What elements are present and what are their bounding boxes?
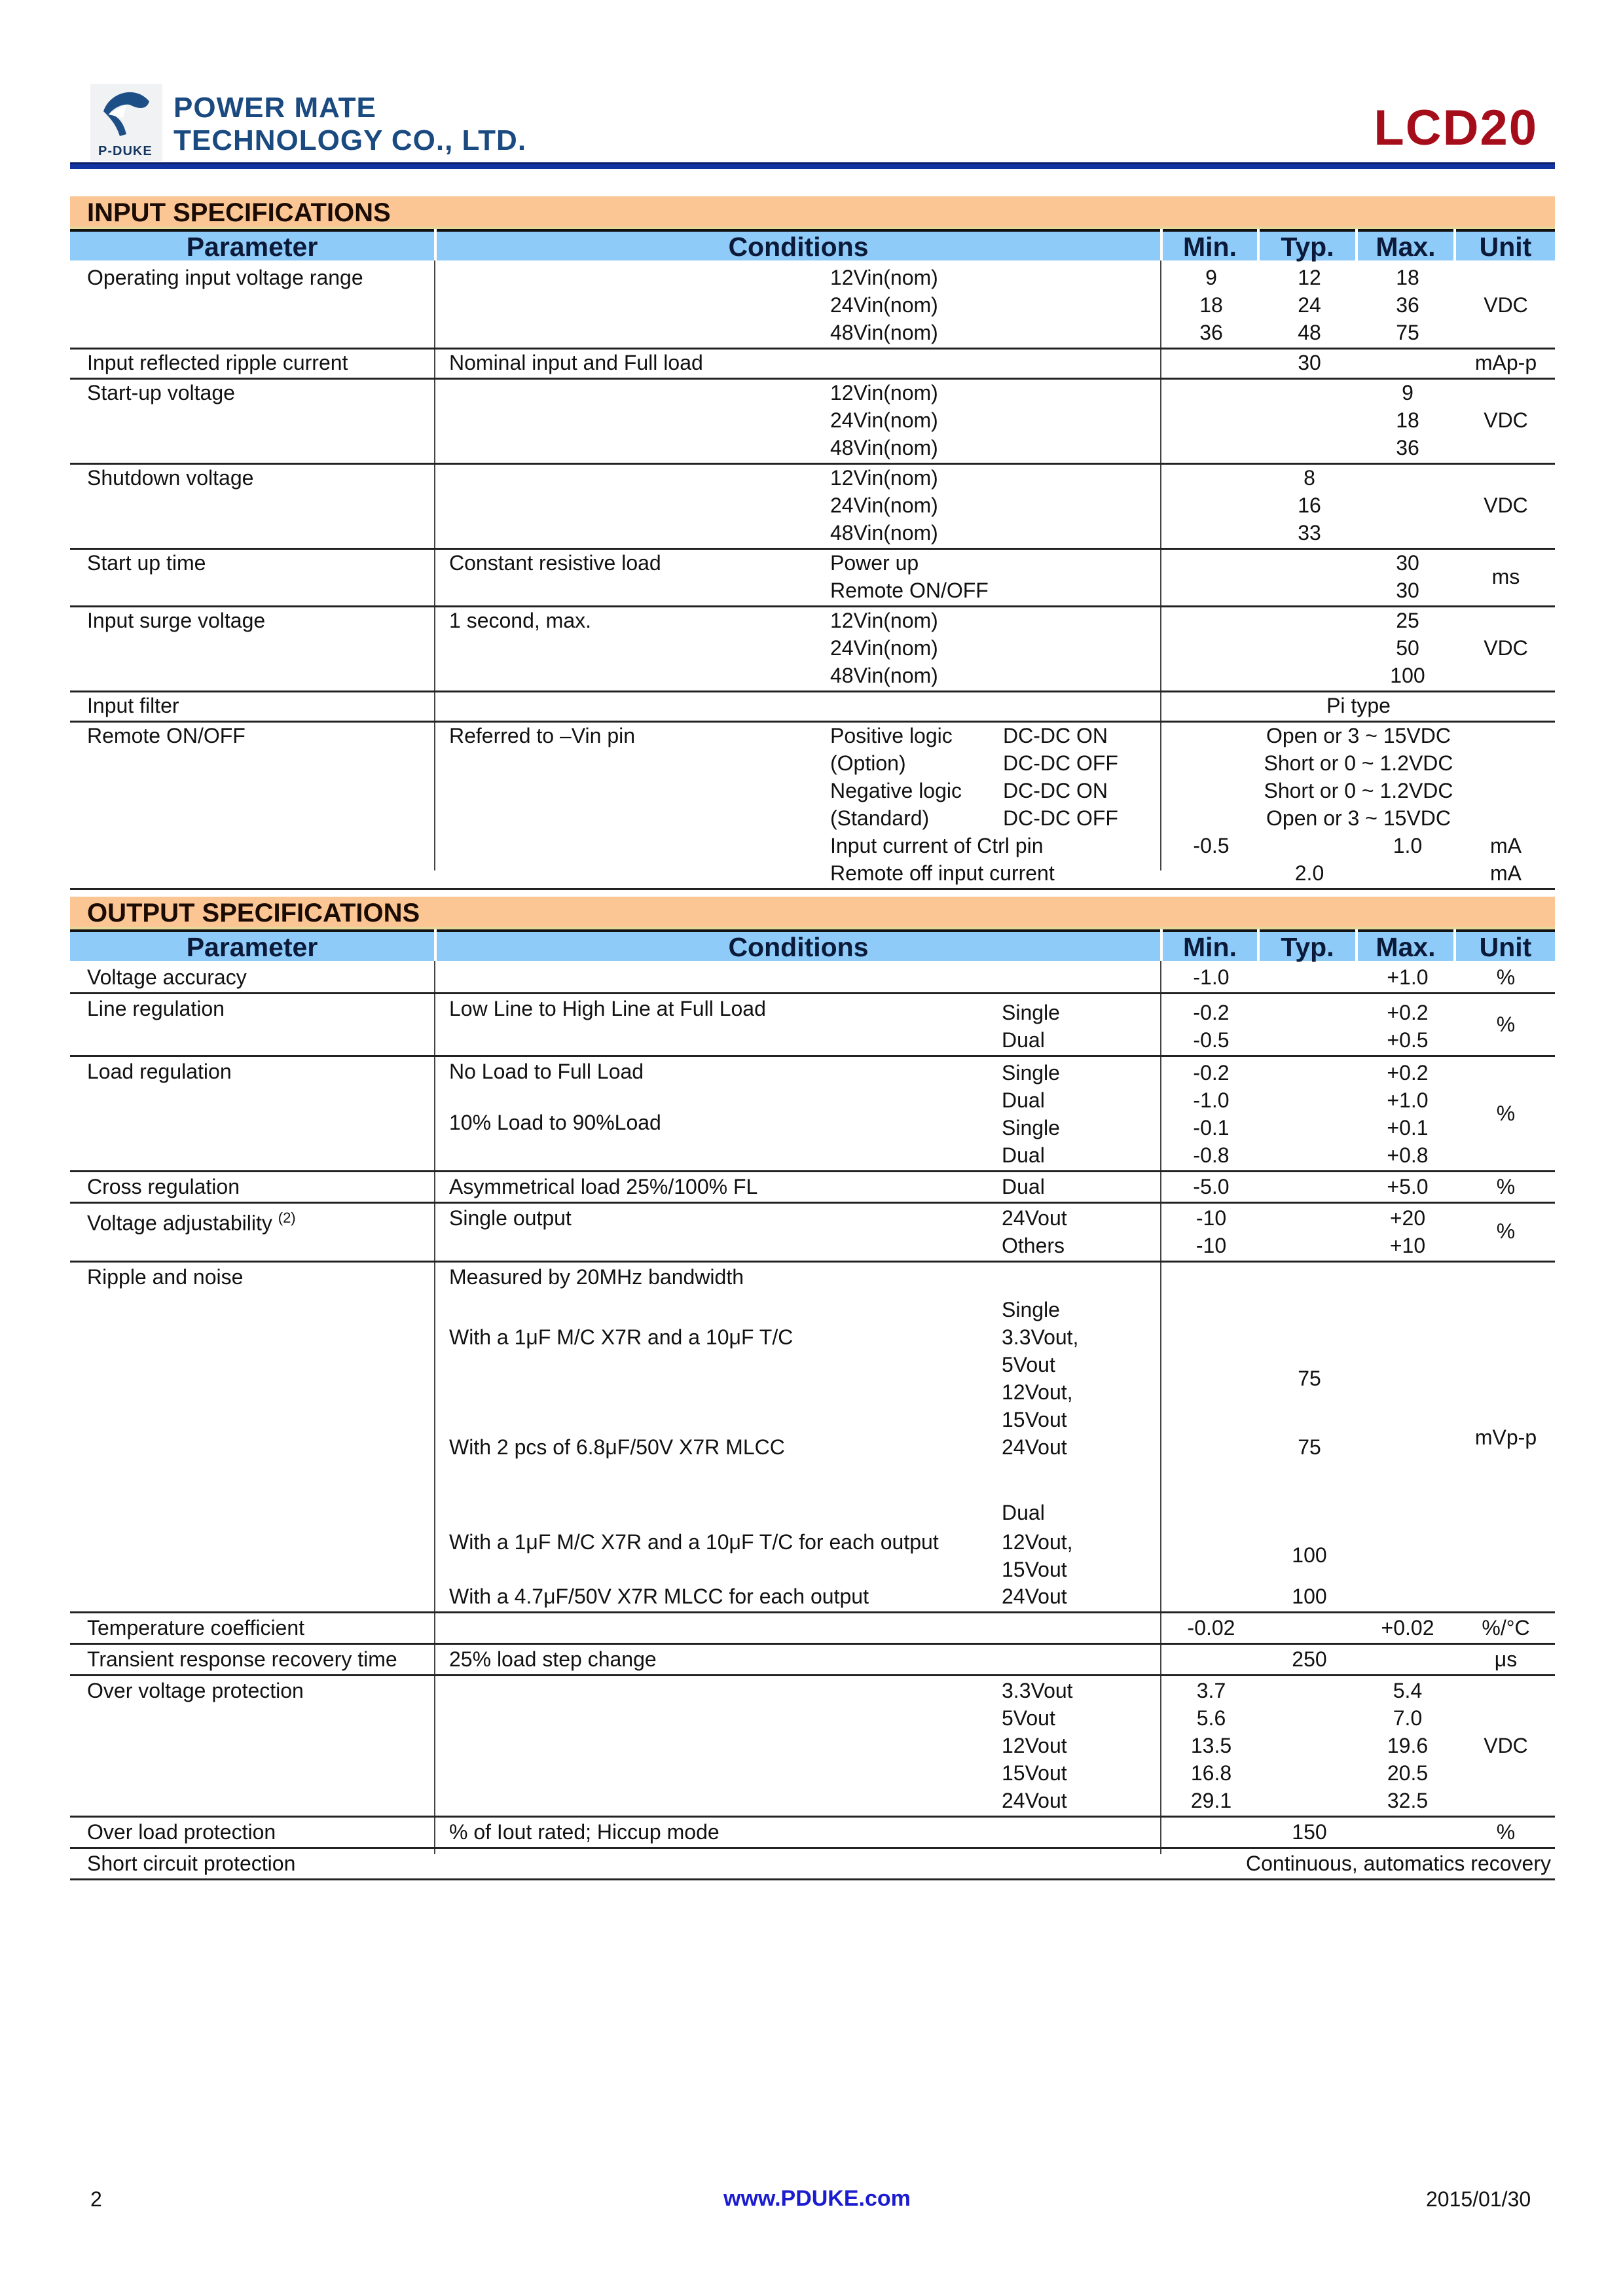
document-date: 2015/01/30 — [1426, 2187, 1531, 2211]
parameter-name: Line regulation — [87, 997, 225, 1020]
max-value: 25 — [1396, 609, 1419, 632]
condition-sub: 5Vout — [1002, 1353, 1055, 1376]
parameter-name: Input surge voltage — [87, 609, 266, 632]
bird-logo-icon — [97, 85, 156, 137]
span-value: Continuous, automatics recovery — [1246, 1852, 1551, 1875]
condition-state: DC-DC ON — [1003, 779, 1108, 802]
unit-value: % — [1496, 1102, 1516, 1125]
condition-sub: Input current of Ctrl pin — [830, 834, 1044, 857]
max-value: +1.0 — [1387, 1088, 1429, 1112]
condition-sub: Single — [1002, 1061, 1060, 1085]
max-value: +20 — [1389, 1206, 1426, 1230]
min-value: -10 — [1195, 1206, 1227, 1230]
condition-sub: 12Vin(nom) — [830, 266, 938, 289]
row-divider — [70, 1261, 1555, 1263]
unit-value: % — [1496, 1219, 1516, 1243]
row-divider — [70, 888, 1555, 890]
condition-sub: Dual — [1002, 1501, 1045, 1524]
unit-value: VDC — [1484, 1734, 1528, 1757]
unit-value: VDC — [1484, 408, 1528, 432]
condition-sub: Single — [1002, 1116, 1060, 1139]
max-value: 30 — [1396, 579, 1419, 602]
parameter-name: Ripple and noise — [87, 1265, 244, 1289]
parameter-name: Load regulation — [87, 1060, 232, 1083]
condition-sub: (Standard) — [830, 806, 930, 830]
min-value: -0.5 — [1193, 1028, 1230, 1052]
company-line-1: POWER MATE — [173, 92, 376, 124]
condition-sub: Dual — [1002, 1143, 1045, 1167]
condition-sub: Negative logic — [830, 779, 962, 802]
col-header-typ: Typ. — [1260, 229, 1355, 260]
row-divider — [70, 1643, 1555, 1645]
condition-sub: Dual — [1002, 1028, 1045, 1052]
max-value: 9 — [1402, 381, 1413, 404]
condition-sub: 24Vout — [1002, 1585, 1067, 1608]
max-value: 36 — [1396, 293, 1419, 317]
min-value: -0.8 — [1193, 1143, 1230, 1167]
condition-text: Referred to –Vin pin — [449, 724, 636, 747]
unit-value: % — [1496, 965, 1516, 989]
typ-value: 100 — [1292, 1543, 1327, 1567]
min-value: -5.0 — [1193, 1175, 1230, 1198]
max-value: 32.5 — [1387, 1789, 1429, 1812]
unit-value: % — [1496, 1013, 1516, 1036]
condition-sub: Single — [1002, 1298, 1060, 1321]
typ-value: 150 — [1292, 1820, 1327, 1844]
condition-text: 1 second, max. — [449, 609, 591, 632]
min-value: 9 — [1205, 266, 1217, 289]
typ-value: 30 — [1298, 351, 1321, 374]
logo-text: P-DUKE — [98, 144, 153, 158]
condition-sub: 15Vout — [1002, 1558, 1067, 1581]
max-value: 100 — [1390, 664, 1425, 687]
unit-value: VDC — [1484, 636, 1528, 660]
company-line-2: TECHNOLOGY CO., LTD. — [173, 124, 527, 156]
condition-text: % of Iout rated; Hiccup mode — [449, 1820, 720, 1844]
col-header-min: Min. — [1163, 929, 1257, 961]
website-link[interactable]: www.PDUKE.com — [723, 2186, 911, 2211]
condition-sub: 24Vout — [1002, 1435, 1067, 1459]
col-divider — [1160, 260, 1161, 870]
unit-value: mVp-p — [1474, 1426, 1537, 1449]
row-divider — [70, 1816, 1555, 1818]
unit-value: % — [1496, 1820, 1516, 1844]
parameter-name: Shutdown voltage — [87, 466, 254, 490]
parameter-name: Voltage accuracy — [87, 965, 247, 989]
span-value: Open or 3 ~ 15VDC — [1266, 806, 1451, 830]
max-value: 1.0 — [1393, 834, 1423, 857]
max-value: +0.1 — [1387, 1116, 1429, 1139]
condition-sub: 5Vout — [1002, 1706, 1055, 1730]
min-value: 13.5 — [1190, 1734, 1232, 1757]
max-value: 7.0 — [1393, 1706, 1423, 1730]
input-section-title: INPUT SPECIFICATIONS — [70, 196, 1555, 229]
parameter-name: Temperature coefficient — [87, 1616, 305, 1640]
typ-value: 2.0 — [1294, 861, 1324, 885]
unit-value: mA — [1490, 834, 1522, 857]
condition-text: Low Line to High Line at Full Load — [449, 997, 766, 1020]
condition-sub: 12Vout, — [1002, 1530, 1073, 1554]
condition-sub: 15Vout — [1002, 1408, 1067, 1431]
condition-text: Measured by 20MHz bandwidth — [449, 1265, 744, 1289]
condition-state: DC-DC ON — [1003, 724, 1108, 747]
parameter-name: Voltage adjustability $^{(2)}$ — [87, 1210, 296, 1235]
col-header-unit: Unit — [1456, 929, 1555, 961]
min-value: 36 — [1199, 321, 1223, 344]
condition-sub: 48Vin(nom) — [830, 521, 938, 545]
min-value: 29.1 — [1190, 1789, 1232, 1812]
col-header-conditions: Conditions — [437, 229, 1160, 260]
col-divider — [434, 961, 435, 1854]
condition-sub: (Option) — [830, 751, 906, 775]
unit-value: VDC — [1484, 493, 1528, 517]
condition-sub: 24Vin(nom) — [830, 636, 938, 660]
unit-value: VDC — [1484, 293, 1528, 317]
condition-sub: 3.3Vout — [1002, 1679, 1073, 1702]
unit-value: μs — [1494, 1647, 1518, 1671]
row-divider — [70, 1674, 1555, 1676]
condition-sub: 24Vin(nom) — [830, 493, 938, 517]
col-header-max: Max. — [1358, 929, 1453, 961]
parameter-name: Input reflected ripple current — [87, 351, 348, 374]
span-value: Open or 3 ~ 15VDC — [1266, 724, 1451, 747]
typ-value: 8 — [1304, 466, 1315, 490]
condition-sub: 12Vin(nom) — [830, 466, 938, 490]
product-title: LCD20 — [1374, 100, 1538, 156]
condition-sub: 24Vout — [1002, 1206, 1067, 1230]
min-value: -1.0 — [1193, 965, 1230, 989]
condition-text: No Load to Full Load — [449, 1060, 644, 1083]
col-header-typ: Typ. — [1260, 929, 1355, 961]
condition-state: DC-DC OFF — [1003, 806, 1118, 830]
max-value: +0.2 — [1387, 1061, 1429, 1085]
max-value: 36 — [1396, 436, 1419, 459]
max-value: 18 — [1396, 408, 1419, 432]
condition-sub: 24Vout — [1002, 1789, 1067, 1812]
condition-sub: 24Vin(nom) — [830, 293, 938, 317]
unit-value: mAp-p — [1474, 351, 1537, 374]
typ-value: 75 — [1298, 1367, 1321, 1390]
condition-sub: Remote ON/OFF — [830, 579, 989, 602]
footnote-ref: (2) — [278, 1210, 296, 1226]
parameter-name: Cross regulation — [87, 1175, 240, 1198]
condition-sub: 12Vout — [1002, 1734, 1067, 1757]
min-value: -0.1 — [1193, 1116, 1230, 1139]
header-divider — [70, 162, 1555, 169]
max-value: +0.2 — [1387, 1001, 1429, 1024]
condition-text: Single output — [449, 1206, 572, 1230]
min-value: 18 — [1199, 293, 1223, 317]
condition-sub: Positive logic — [830, 724, 953, 747]
max-value: 19.6 — [1387, 1734, 1429, 1757]
typ-value: 16 — [1298, 493, 1321, 517]
row-divider — [70, 1055, 1555, 1057]
min-value: -0.02 — [1187, 1616, 1235, 1640]
parameter-name: Start up time — [87, 551, 206, 575]
row-divider — [70, 1847, 1555, 1849]
condition-sub: 48Vin(nom) — [830, 664, 938, 687]
max-value: 50 — [1396, 636, 1419, 660]
parameter-name: Over voltage protection — [87, 1679, 304, 1702]
condition-text: With a 1μF M/C X7R and a 10μF T/C for each output — [449, 1530, 939, 1554]
condition-text: With a 1μF M/C X7R and a 10μF T/C — [449, 1325, 793, 1349]
max-value: 18 — [1396, 266, 1419, 289]
min-value: 3.7 — [1196, 1679, 1226, 1702]
condition-text: Asymmetrical load 25%/100% FL — [449, 1175, 758, 1198]
typ-value: 250 — [1292, 1647, 1327, 1671]
col-header-max: Max. — [1358, 229, 1453, 260]
span-value: Pi type — [1326, 694, 1391, 717]
typ-value: 33 — [1298, 521, 1321, 545]
typ-value: 75 — [1298, 1435, 1321, 1459]
min-value: 5.6 — [1196, 1706, 1226, 1730]
parameter-name: Over load protection — [87, 1820, 276, 1844]
min-value: -0.2 — [1193, 1061, 1230, 1085]
condition-sub: 12Vin(nom) — [830, 381, 938, 404]
typ-value: 12 — [1298, 266, 1321, 289]
min-value: -0.2 — [1193, 1001, 1230, 1024]
condition-text: With 2 pcs of 6.8μF/50V X7R MLCC — [449, 1435, 785, 1459]
min-value: -0.5 — [1193, 834, 1230, 857]
col-header-parameter: Parameter — [70, 929, 434, 961]
condition-sub: Single — [1002, 1001, 1060, 1024]
parameter-name: Input filter — [87, 694, 179, 717]
condition-sub: 48Vin(nom) — [830, 321, 938, 344]
condition-sub: 15Vout — [1002, 1761, 1067, 1785]
parameter-name: Transient response recovery time — [87, 1647, 397, 1671]
max-value: 20.5 — [1387, 1761, 1429, 1785]
parameter-name: Short circuit protection — [87, 1852, 296, 1875]
max-value: +0.02 — [1381, 1616, 1434, 1640]
condition-sub: 12Vout, — [1002, 1380, 1073, 1404]
row-divider — [70, 1878, 1555, 1880]
unit-value: %/°C — [1482, 1616, 1530, 1640]
condition-sub: Remote off input current — [830, 861, 1055, 885]
output-section-title: OUTPUT SPECIFICATIONS — [70, 897, 1555, 929]
condition-sub: 3.3Vout, — [1002, 1325, 1079, 1349]
max-value: +5.0 — [1387, 1175, 1429, 1198]
unit-value: ms — [1491, 565, 1520, 588]
row-divider — [70, 1170, 1555, 1172]
parameter-name: Remote ON/OFF — [87, 724, 246, 747]
typ-value: 48 — [1298, 321, 1321, 344]
condition-sub: Others — [1002, 1234, 1065, 1257]
max-value: 5.4 — [1393, 1679, 1423, 1702]
condition-text: 10% Load to 90%Load — [449, 1111, 661, 1134]
col-header-min: Min. — [1163, 229, 1257, 260]
max-value: +0.5 — [1387, 1028, 1429, 1052]
condition-sub: 24Vin(nom) — [830, 408, 938, 432]
max-value: +1.0 — [1387, 965, 1429, 989]
row-divider — [70, 1202, 1555, 1204]
condition-sub: 12Vin(nom) — [830, 609, 938, 632]
span-value: Short or 0 ~ 1.2VDC — [1264, 751, 1453, 775]
max-value: +0.8 — [1387, 1143, 1429, 1167]
min-value: -1.0 — [1193, 1088, 1230, 1112]
span-value: Short or 0 ~ 1.2VDC — [1264, 779, 1453, 802]
typ-value: 100 — [1292, 1585, 1327, 1608]
max-value: 75 — [1396, 321, 1419, 344]
parameter-name: Start-up voltage — [87, 381, 235, 404]
min-value: 16.8 — [1190, 1761, 1232, 1785]
parameter-name: Operating input voltage range — [87, 266, 363, 289]
row-divider — [70, 1611, 1555, 1613]
row-divider — [70, 992, 1555, 994]
unit-value: mA — [1490, 861, 1522, 885]
max-value: +10 — [1389, 1234, 1426, 1257]
company-name — [173, 92, 526, 157]
condition-text: With a 4.7μF/50V X7R MLCC for each output — [449, 1585, 869, 1608]
max-value: 30 — [1396, 551, 1419, 575]
condition-text: 25% load step change — [449, 1647, 657, 1671]
condition-sub: Dual — [1002, 1175, 1045, 1198]
col-header-parameter: Parameter — [70, 229, 434, 260]
condition-sub: 48Vin(nom) — [830, 436, 938, 459]
col-divider — [434, 260, 435, 870]
condition-state: DC-DC OFF — [1003, 751, 1118, 775]
condition-text: Constant resistive load — [449, 551, 661, 575]
typ-value: 24 — [1298, 293, 1321, 317]
page-number: 2 — [90, 2187, 102, 2211]
condition-text: Nominal input and Full load — [449, 351, 703, 374]
col-header-unit: Unit — [1456, 229, 1555, 260]
unit-value: % — [1496, 1175, 1516, 1198]
col-header-conditions: Conditions — [437, 929, 1160, 961]
condition-sub: Power up — [830, 551, 919, 575]
min-value: -10 — [1195, 1234, 1227, 1257]
condition-sub: Dual — [1002, 1088, 1045, 1112]
